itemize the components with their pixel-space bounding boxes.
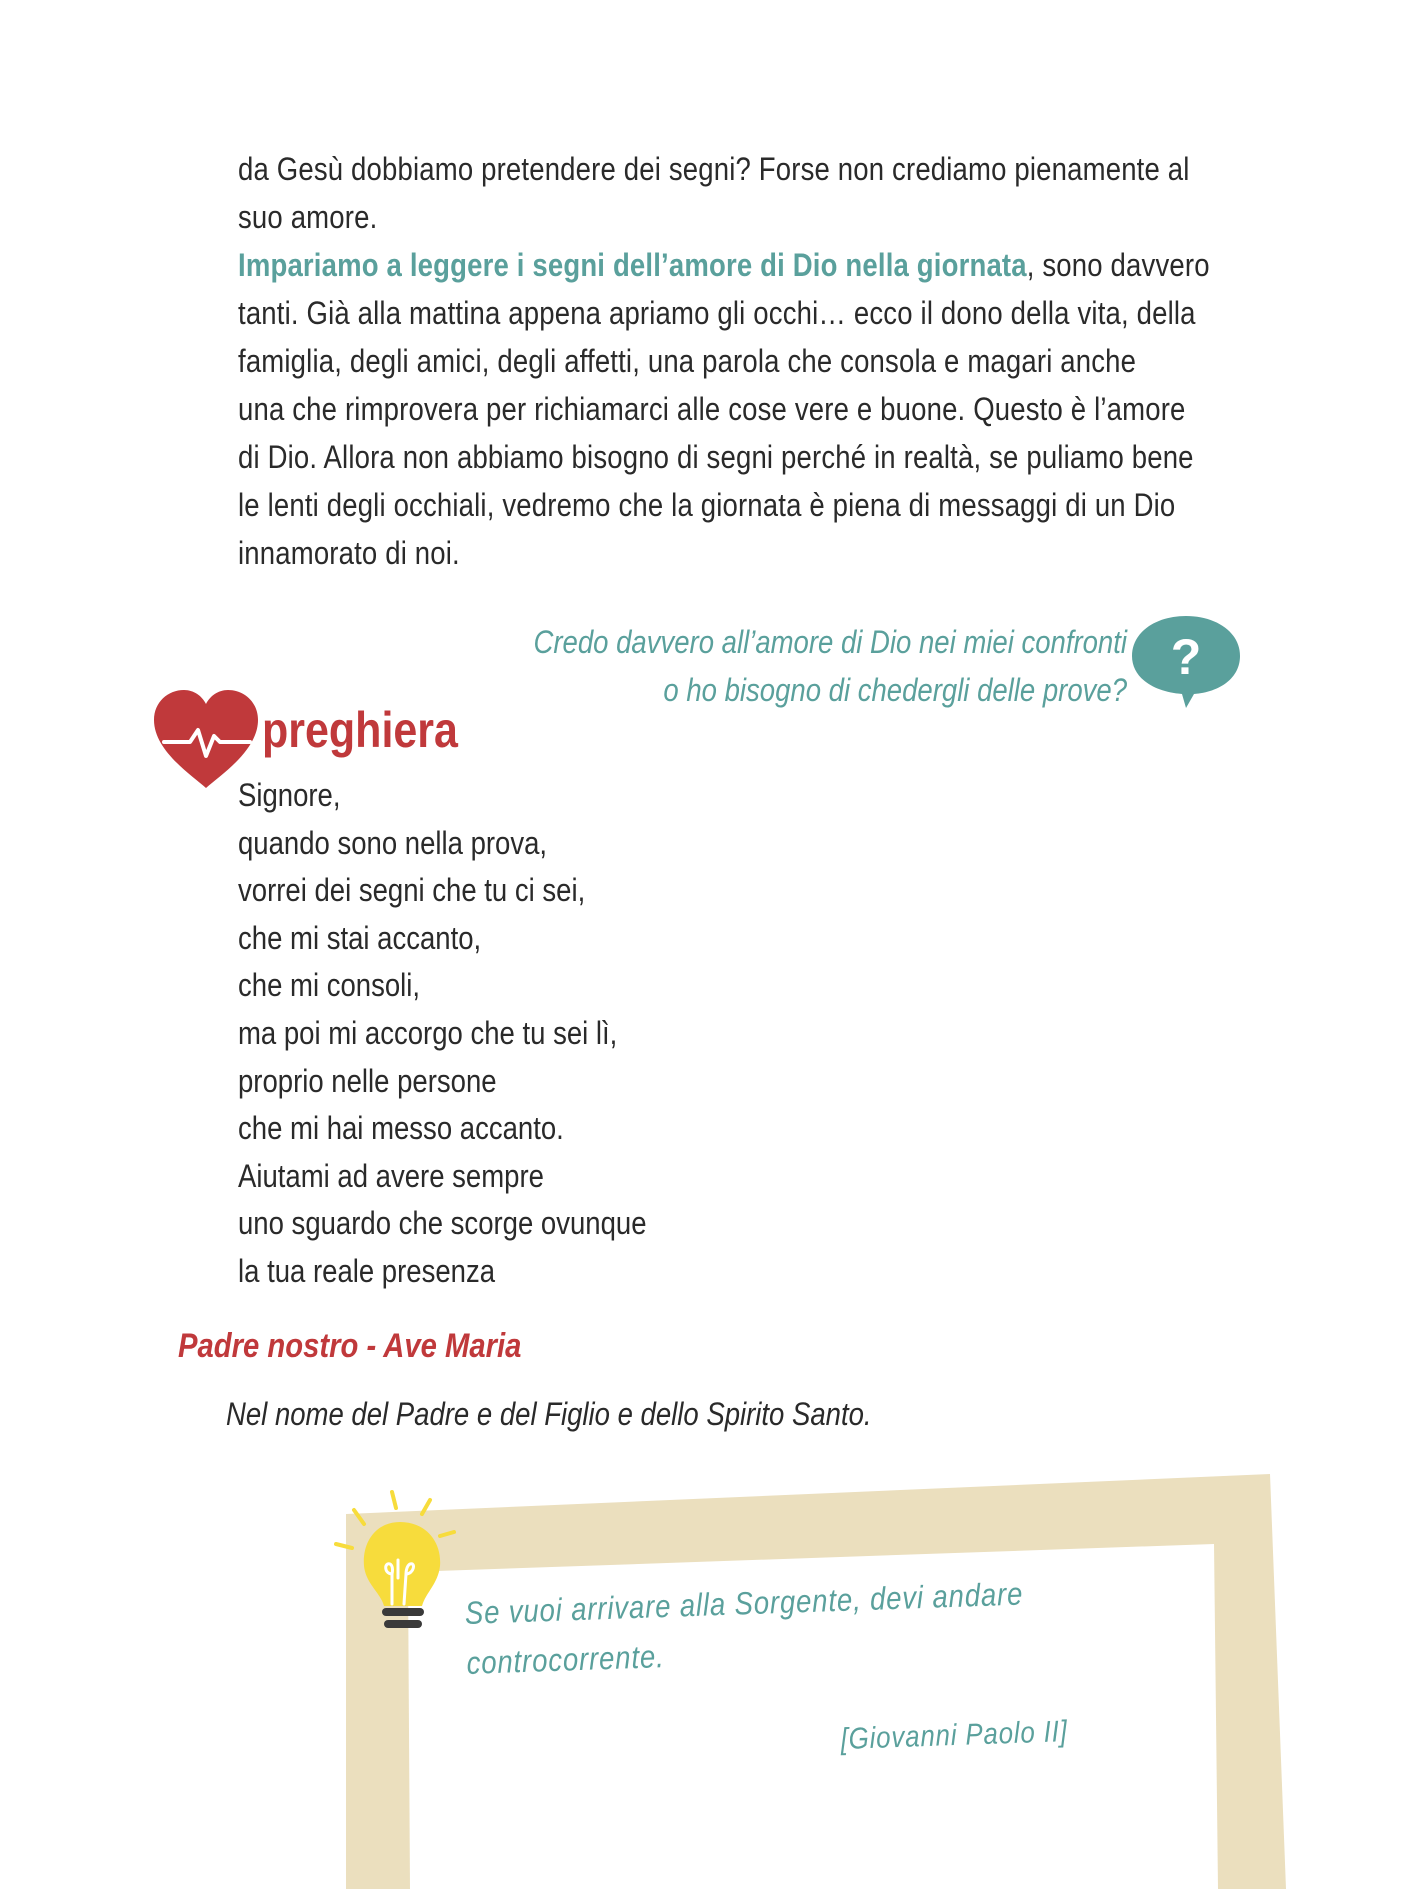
padre-nostro-heading: Padre nostro - Ave Maria (178, 1327, 522, 1365)
prayer-line: ma poi mi accorgo che tu sei lì, (238, 1014, 618, 1051)
reflection-paragraph (238, 145, 1210, 577)
reflection-line-rest: , sono davvero (1026, 247, 1210, 283)
prayer-line: la tua reale presenza (238, 1252, 496, 1289)
reflection-line (238, 241, 1210, 289)
prayer-line: Aiutami ad avere sempre (238, 1157, 544, 1194)
prayer-title: preghiera (262, 702, 458, 758)
lightbulb-icon (330, 1488, 460, 1640)
question-mark: ? (1170, 629, 1202, 685)
question-line: Credo davvero all’amore di Dio nei miei confronti (533, 624, 1127, 660)
prayer-text (238, 772, 647, 1296)
reflection-line: di Dio. Allora non abbiamo bisogno di segni perché in realtà, se puliamo bene (238, 439, 1194, 475)
prayer-line: che mi hai messo accanto. (238, 1110, 564, 1147)
reflection-line: da Gesù dobbiamo pretendere dei segni? Forse non crediamo pienamente al (238, 151, 1190, 187)
prayer-line: che mi consoli, (238, 967, 421, 1004)
quote-line: controcorrente. (465, 1638, 666, 1681)
prayer-line: uno sguardo che scorge ovunque (238, 1205, 647, 1242)
reflection-line: una che rimprovera per richiamarci alle cose vere e buone. Questo è l’amore (238, 391, 1186, 427)
question-bubble-icon (1128, 612, 1244, 710)
prayer-line: quando sono nella prova, (238, 824, 548, 861)
reflection-line: tanti. Già alla mattina appena apriamo gli occhi… ecco il dono della vita, della (238, 295, 1196, 331)
prayer-line: Signore, (238, 777, 341, 813)
reflection-line: le lenti degli occhiali, vedremo che la giornata è piena di messaggi di un Dio (238, 487, 1176, 523)
quote-line: Se vuoi arrivare alla Sorgente, devi andare (464, 1575, 1024, 1631)
question-line: o ho bisogno di chedergli delle prove? (663, 672, 1127, 708)
quote-author: [Giovanni Paolo II] (840, 1715, 1069, 1756)
reflection-question (525, 618, 1127, 714)
reflection-line: famiglia, degli amici, degli affetti, una parola che consola e magari anche (238, 343, 1137, 379)
prayer-line: vorrei dei segni che tu ci sei, (238, 872, 586, 909)
prayer-line: proprio nelle persone (238, 1062, 497, 1099)
reflection-line: innamorato di noi. (238, 535, 460, 571)
reflection-line: suo amore. (238, 199, 378, 235)
prayer-line: che mi stai accanto, (238, 919, 482, 956)
quote-text (464, 1569, 1026, 1688)
highlighted-phrase: Impariamo a leggere i segni dell’amore di Dio nella giornata (238, 247, 1027, 283)
sign-of-cross-text: Nel nome del Padre e del Figlio e dello Spirito Santo. (226, 1396, 872, 1432)
